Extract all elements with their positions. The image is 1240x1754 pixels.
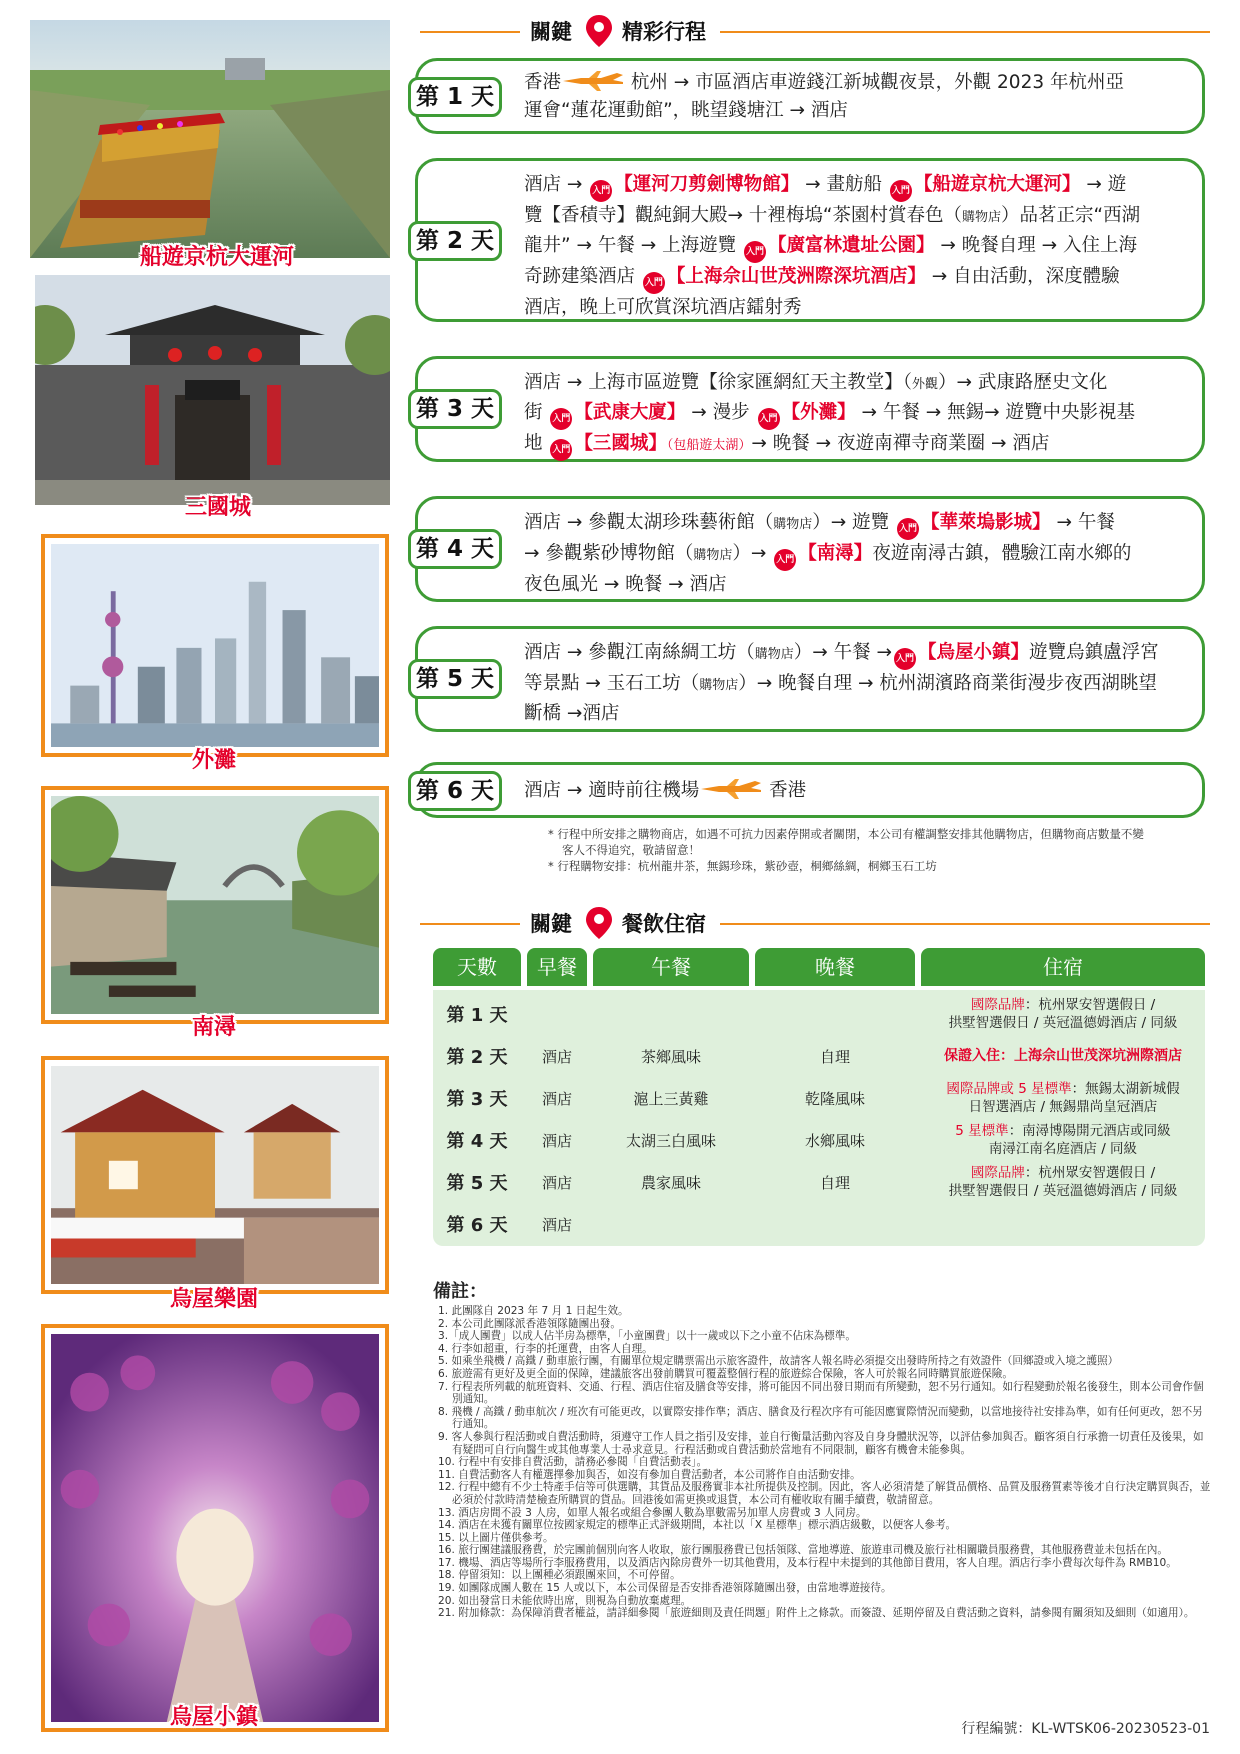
remarks-title: 備註：	[433, 1281, 487, 1302]
remark-item: 3.「成人團費」以成人佔半房為標準，「小童團費」以十一歲或以下之小童不佔床為標準。	[438, 1330, 856, 1343]
photo-caption: 烏屋小鎮	[170, 1705, 259, 1730]
remark-item: 12. 行程中總有不少土特產手信等可供選購，其貨品及服務實非本社所提供及控制。因此，客人必須清楚了解貨品價格、品質及服務質素等後才自行決定購買與否，並必須於付款時清楚檢查所購買的貨品。回港後如需更換或退貨，本公司有權收取有關手續費，敬請留意。	[438, 1481, 1211, 1506]
table-row	[433, 1118, 1205, 1162]
remark-item: 4. 行李如超重，行李的托運費，由客人自理。	[438, 1342, 653, 1355]
text: 地	[524, 433, 549, 454]
day-2-box	[415, 158, 1205, 322]
day-label: 第 1 天	[408, 77, 502, 117]
hotel-grade: 國際品牌	[970, 997, 1025, 1013]
text: → 參觀紫砂博物館（	[524, 543, 694, 564]
text: 覽【香積寺】觀純銅大殿→ 十裡梅塢“茶園村賞春色（	[524, 205, 962, 226]
note-line: * 行程購物安排：杭州龍井茶，無錫珍珠，紫砂壺，桐鄉絲綢，桐鄉玉石工坊	[548, 859, 937, 873]
text: 杭州 → 市區酒店車遊錢江新城觀夜景，外觀 2023 年杭州亞	[625, 72, 1125, 93]
day-label: 第 6 天	[408, 771, 502, 811]
divider	[720, 923, 1210, 925]
table-row	[433, 1202, 1205, 1246]
table-header: 早餐	[527, 948, 587, 986]
admission-tag-icon: 入門	[744, 241, 766, 263]
text: 奇跡建築酒店	[524, 266, 641, 287]
attraction: 【武康大廈】	[574, 402, 686, 423]
text: 酒店 →	[524, 174, 589, 195]
remark-item: 2. 本公司此團隊派香港領隊隨團出發。	[438, 1317, 621, 1330]
section-title-left: 關鍵	[530, 912, 572, 936]
hotel-text: 拱墅智選假日 / 英冠溫德姆酒店 / 同級	[948, 1015, 1178, 1031]
location-pin-icon	[585, 906, 613, 940]
text: → 午餐	[1050, 512, 1115, 533]
text: 運會“蓮花運動館”，眺望錢塘江 → 酒店	[524, 100, 848, 121]
text: 購物店	[754, 647, 794, 662]
divider	[420, 31, 520, 33]
breakfast-cell: 酒店	[541, 1089, 572, 1108]
text: ）→ 遊覽	[812, 512, 896, 533]
lunch-cell: 茶鄉風味	[640, 1047, 701, 1066]
text: ）→ 晚餐自理 → 杭州湖濱路商業街漫步夜西湖眺望	[738, 673, 1157, 694]
remark-item: 1. 此團隊自 2023 年 7 月 1 日起生效。	[438, 1305, 629, 1317]
photo-caption: 外灘	[192, 748, 237, 773]
day-description	[524, 777, 1180, 805]
attraction: 【上海佘山世茂洲際深坑酒店】	[666, 266, 926, 287]
remark-item: 18. 停留須知：以上團種必須跟團來回，不可停留。	[438, 1569, 681, 1582]
day-description	[524, 69, 1180, 125]
day-description	[524, 369, 1180, 461]
text: 等景點 → 玉石工坊（	[524, 673, 700, 694]
remark-item: 7. 行程表所列載的航班資料、交通、行程、酒店住宿及膳食等安排，將可能因不同出發日期而有所變動，恕不另行通知。如行程變動於報名後發生，則本公司會作個別通知。	[438, 1380, 1204, 1406]
text: → 午餐 → 無錫→ 遊覽中央影視基	[855, 402, 1135, 423]
photo-nanxun	[45, 790, 385, 1020]
text: ）→ 武康路歷史文化	[938, 372, 1108, 393]
day-cell: 第 6 天	[446, 1215, 508, 1236]
itinerary-notes	[548, 826, 1208, 874]
day-description	[524, 171, 1180, 322]
remark-item: 17. 機場、酒店等場所行李服務費用，以及酒店內除房費外一切其他費用，及本行程中未提到的其他節目費用，客人自理。酒店行李小費每次每件為 RMB10。	[438, 1556, 1177, 1569]
admission-tag-icon: 入門	[758, 408, 780, 430]
hotel-text: ：無錫太湖新城假	[1071, 1081, 1180, 1097]
remark-item: 13. 酒店房間不設 3 人房，如單人報名或組合參團人數為單數需另加單人房費或 3 人同房。	[438, 1506, 867, 1519]
text: 斷橋 →酒店	[524, 703, 620, 724]
remark-item: 15. 以上圖片僅供參考。	[438, 1531, 554, 1544]
text: 香港	[763, 780, 807, 801]
breakfast-cell: 酒店	[541, 1131, 572, 1150]
attraction: 【廣富林遺址公園】	[768, 235, 935, 256]
attraction: 【外灘】	[781, 402, 856, 423]
text: 龍井” → 午餐 → 上海遊覽	[524, 235, 742, 256]
day-label: 第 2 天	[408, 221, 502, 261]
remark-item: 10. 行程中有安排自費活動，請務必參閱「自費活動表」。	[438, 1456, 708, 1469]
remark-item: 5. 如乘坐飛機 / 高鐵 / 動車旅行團，有關單位規定購票需出示旅客證件，故請客人報名時必須提交出發時所持之有效證件（回鄉證或入境之護照）	[438, 1355, 1119, 1368]
text: → 遊	[1080, 174, 1127, 195]
text: → 晚餐 → 夜遊南禪寺商業圈 → 酒店	[751, 433, 1050, 454]
day-label: 第 3 天	[408, 389, 502, 429]
day-cell: 第 1 天	[446, 1005, 508, 1026]
text: → 漫步	[685, 402, 756, 423]
dinner-cell: 自理	[819, 1173, 850, 1192]
lunch-cell: 滬上三黃雞	[633, 1089, 709, 1108]
dinner-cell	[755, 992, 915, 1036]
remark-item: 11. 自費活動客人有權選擇參加與否，如沒有參加自費活動者，本公司將作自由活動安排。	[438, 1468, 861, 1481]
admission-tag-icon: 入門	[590, 180, 612, 202]
lunch-cell: 農家風味	[640, 1173, 701, 1192]
text: → 自由活動，深度體驗	[925, 266, 1120, 287]
meal-table	[433, 948, 1205, 1246]
note-line: 客人不得追究，敬請留意！	[562, 843, 700, 857]
location-pin-icon	[585, 14, 613, 48]
hotel-cell	[921, 1118, 1205, 1162]
photo-caption: 船遊京杭大運河	[140, 245, 295, 270]
section-title-right: 精彩行程	[622, 20, 706, 44]
table-row	[433, 1160, 1205, 1204]
text: ）→ 午餐 →	[793, 642, 893, 663]
hotel-cell	[921, 1076, 1205, 1120]
note-line: * 行程中所安排之購物商店，如遇不可抗力因素停開或者關閉，本公司有權調整安排其他購物店，但購物商店數量不變	[548, 827, 1144, 841]
hotel-text: 拱墅智選假日 / 英冠溫德姆酒店 / 同級	[948, 1183, 1178, 1199]
photo-the-bund	[45, 538, 385, 753]
table-row	[433, 1076, 1205, 1120]
day-cell: 第 4 天	[446, 1131, 508, 1152]
hotel-cell	[921, 1160, 1205, 1204]
attraction: 【華萊塢影城】	[921, 512, 1051, 533]
section-title-left: 關鍵	[530, 20, 572, 44]
text: 街	[524, 402, 549, 423]
hotel-text: ：南潯博陽開元酒店或同級	[1008, 1123, 1171, 1139]
breakfast-cell	[527, 992, 587, 1036]
table-header: 午餐	[593, 948, 749, 986]
table-header: 住宿	[921, 948, 1205, 986]
hotel-cell	[921, 1202, 1205, 1246]
hotel-grade: 國際品牌	[970, 1165, 1025, 1181]
breakfast-cell: 酒店	[541, 1173, 572, 1192]
text: → 畫舫船	[799, 174, 888, 195]
text: 香港	[524, 72, 562, 93]
text: 酒店 → 適時前往機場	[524, 780, 700, 801]
text: 酒店 → 參觀江南絲綢工坊（	[524, 642, 755, 663]
text: → 晚餐自理 → 入住上海	[934, 235, 1138, 256]
day-description	[524, 509, 1180, 599]
photo-caption: 南潯	[192, 1015, 237, 1040]
remark-item: 19. 如團隊成團人數在 15 人或以下，本公司保留是否安排香港領隊隨團出發，由當地導遊接待。	[438, 1582, 892, 1595]
remark-item: 6. 旅遊需有更好及更全面的保障，建議旅客出發前購買可覆蓋整個行程的旅遊綜合保險，客人可於報名同時購買旅遊保險。	[438, 1367, 1013, 1380]
admission-tag-icon: 入門	[550, 439, 572, 461]
hotel-grade: 國際品牌或 5 星標準	[946, 1081, 1072, 1097]
day-cell: 第 5 天	[446, 1173, 508, 1194]
hotel-text: ：杭州眾安智選假日 /	[1024, 1165, 1156, 1181]
itinerary-code: 行程編號：KL-WTSK06-20230523-01	[961, 1721, 1210, 1737]
text: 購物店	[693, 548, 733, 563]
admission-tag-icon: 入門	[643, 272, 665, 294]
day-3-box	[415, 356, 1205, 462]
remark-item: 16. 旅行團建議服務費，於完團前個別向客人收取，旅行團服務費已包括領隊、當地導遊、旅遊車司機及旅行社相關職員服務費，其他服務費並未包括在內。	[438, 1544, 1168, 1557]
hotel-text: 南潯江南名庭酒店 / 同級	[988, 1141, 1138, 1157]
breakfast-cell: 酒店	[541, 1047, 572, 1066]
day-cell: 第 3 天	[446, 1089, 508, 1110]
text: 酒店 → 參觀太湖珍珠藝術館（	[524, 512, 774, 533]
section-title-right: 餐飲住宿	[622, 912, 706, 936]
remark-item: 14. 酒店在未獲有關單位按國家規定的標準正式評級期間，本社以「X 星標準」標示酒店級數，以便客人參考。	[438, 1519, 957, 1532]
hotel-grade: 保證入住：上海佘山世茂深坑洲際酒店	[944, 1048, 1182, 1064]
remark-item: 21. 附加條款：為保障消費者權益，請詳細參閱「旅遊細則及責任問題」附件上之條款。而簽證、延期停留及自費活動之資料，請參閱有關須知及細則（如適用）。	[438, 1607, 1195, 1620]
attraction: 【運河刀剪劍博物館】	[614, 174, 800, 195]
photo-caption: 三國城	[185, 495, 252, 520]
lunch-cell	[593, 992, 749, 1036]
admission-tag-icon: 入門	[897, 518, 919, 540]
attraction: 【船遊京杭大運河】	[913, 174, 1081, 195]
breakfast-cell: 酒店	[541, 1215, 572, 1234]
hotel-cell	[921, 992, 1205, 1036]
day-5-box	[415, 626, 1205, 732]
text: （包船遊太湖）	[666, 438, 752, 453]
photo-caption: 烏屋樂園	[170, 1287, 259, 1312]
table-header: 晚餐	[755, 948, 915, 986]
table-body	[433, 990, 1205, 1246]
admission-tag-icon: 入門	[894, 648, 916, 670]
text: 酒店，晚上可欣賞深坑酒店鐳射秀	[524, 297, 802, 318]
day-4-box	[415, 496, 1205, 602]
remark-item: 9. 客人參與行程活動或自費活動時，須遵守工作人員之指引及安排，並自行衡量活動內容及自身身體狀況等，以評估參加與否。顧客須自行承擔一切責任及後果，如有疑問可自行向醫生或其他專業人士尋求意見。行程活動或自費活動於當地有不同限制，顧客有機會未能參與。	[438, 1430, 1204, 1456]
admission-tag-icon: 入門	[550, 408, 572, 430]
divider	[420, 923, 520, 925]
table-header: 天數	[433, 948, 521, 986]
hotel-grade: 5 星標準	[955, 1123, 1009, 1139]
day-1-box	[415, 58, 1205, 134]
attraction: 【南潯】	[798, 543, 873, 564]
admission-tag-icon: 入門	[774, 549, 796, 571]
text: 酒店 → 上海市區遊覽【徐家匯網紅天主教堂】（	[524, 372, 913, 393]
remark-item: 8. 飛機 / 高鐵 / 動車航次 / 班次有可能更改，以實際安排作準；酒店、膳食及行程次序有可能因應實際情況而變動，以當地接待社安排為準，如有任何更改，恕不另行通知。	[438, 1405, 1203, 1431]
photo-three-kingdoms-city	[35, 275, 390, 505]
text: 購物店	[699, 678, 739, 693]
dinner-cell: 乾隆風味	[804, 1089, 865, 1108]
meals-header	[420, 906, 1210, 942]
hotel-text: 日智選酒店 / 無錫鼎尚皇冠酒店	[968, 1099, 1158, 1115]
attraction: 【三國城】	[574, 433, 667, 454]
table-row	[433, 992, 1205, 1036]
dinner-cell: 水鄉風味	[804, 1131, 865, 1150]
attraction: 【烏屋小鎮】	[918, 642, 1030, 663]
dinner-cell: 自理	[819, 1047, 850, 1066]
remark-item: 20. 如出發當日未能依時出席，則視為自動放棄處理。	[438, 1594, 692, 1607]
day-label: 第 5 天	[408, 659, 502, 699]
hotel-text: ：杭州眾安智選假日 /	[1024, 997, 1156, 1013]
text: 夜遊南潯古鎮，體驗江南水鄉的	[872, 543, 1132, 564]
day-6-box	[415, 762, 1205, 818]
airplane-icon	[561, 71, 625, 91]
airplane-icon	[699, 779, 763, 799]
text: 外觀	[912, 377, 939, 392]
text: 購物店	[961, 210, 1001, 225]
text: ）→	[732, 543, 773, 564]
photo-wuwu-park	[45, 1060, 385, 1290]
day-cell: 第 2 天	[446, 1047, 508, 1068]
lunch-cell	[593, 1202, 749, 1246]
text: 遊覽烏鎮盧浮宮	[1029, 642, 1159, 663]
text: 夜色風光 → 晚餐 → 酒店	[524, 574, 727, 595]
admission-tag-icon: 入門	[890, 180, 912, 202]
divider	[720, 31, 1210, 33]
day-label: 第 4 天	[408, 529, 502, 569]
dinner-cell	[755, 1202, 915, 1246]
photo-wuwu-town	[45, 1328, 385, 1728]
table-row	[433, 1034, 1205, 1078]
day-description	[524, 639, 1180, 728]
photo-grand-canal	[30, 20, 390, 258]
itinerary-header	[420, 14, 1210, 50]
text: ）品茗正宗“西湖	[1000, 205, 1141, 226]
remarks-list	[438, 1305, 1213, 1620]
lunch-cell: 太湖三白風味	[625, 1131, 716, 1150]
hotel-cell	[921, 1034, 1205, 1078]
text: 購物店	[773, 517, 813, 532]
